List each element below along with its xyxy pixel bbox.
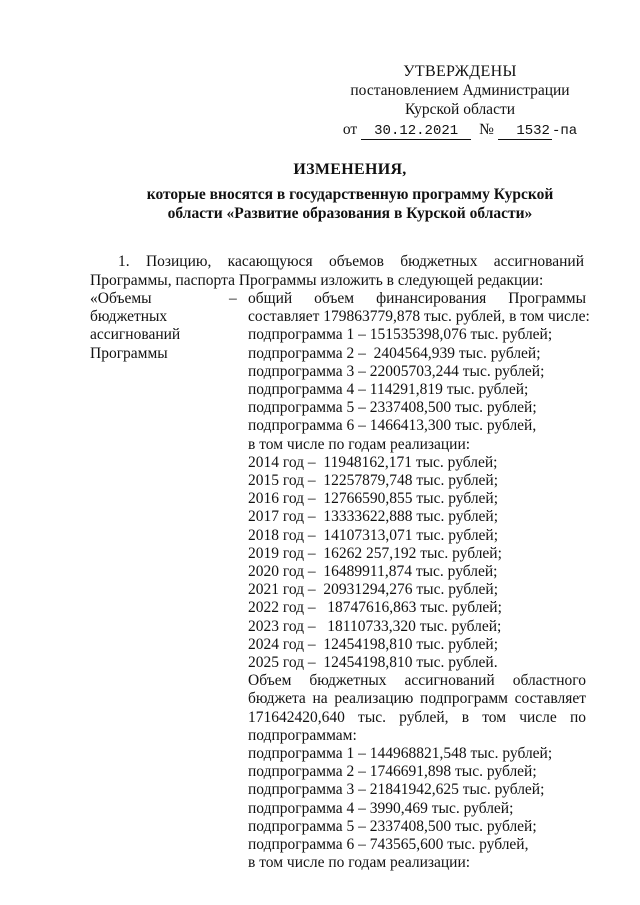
subprogram-regional-line: подпрограмма 3 – 21841942,625 тыс. рублей; [248,781,545,799]
subprogram-total-line: подпрограмма 4 – 114291,819 тыс. рублей; [248,381,529,399]
changes-title: ИЗМЕНЕНИЯ, [293,161,407,178]
total-line-2: составляет 179863779,878 тыс. рублей, в том числе: [248,308,590,326]
subprogram-regional-line: подпрограмма 2 – 1746691,898 тыс. рублей; [248,763,537,781]
position-label-line: «Объемы [90,290,152,307]
approval-date: 30.12.2021 [361,124,471,140]
approval-line-1: постановлением Администрации [350,82,570,99]
intro-paragraph [90,252,584,290]
year-total-line: 2015 год – 12257879,748 тыс. рублей; [248,472,499,490]
subprogram-total-line: подпрограмма 1 – 151535398,076 тыс. рублей; [248,326,553,344]
year-total-line: 2025 год – 12454198,810 тыс. рублей. [248,654,498,672]
subprogram-total-line: подпрограмма 3 – 22005703,244 тыс. рублей; [248,362,545,380]
year-total-line: 2018 год – 14107313,071 тыс. рублей; [248,526,499,544]
year-total-line: 2020 год – 16489911,874 тыс. рублей; [248,563,498,581]
subprogram-regional-line: подпрограмма 5 – 2337408,500 тыс. рублей; [248,817,537,835]
approval-number: 1532 [498,124,552,140]
number-prefix: № [479,121,494,138]
subprogram-total-line: подпрограмма 6 – 1466413,300 тыс. рублей, [248,417,537,435]
position-label-line: бюджетных [90,308,168,326]
approval-line-2: Курской области [404,101,516,118]
subprogram-total-line: подпрограмма 2 – 2404564,939 тыс. рублей; [248,344,541,362]
approval-number-suffix: -па [551,123,578,139]
intro-line-2: Программы, паспорта Программы изложить в следующей редакции: [90,272,544,289]
approval-block [330,62,590,141]
position-label [90,290,225,363]
position-content [248,290,590,873]
year-total-line: 2014 год – 11948162,171 тыс. рублей; [248,453,498,471]
subprogram-regional-line: подпрограмма 4 – 3990,469 тыс. рублей; [248,799,514,817]
year-total-line: 2016 год – 12766590,855 тыс. рублей; [248,490,499,508]
intro-line-1: 1. Позицию, касающуюся объемов бюджетных ассигнований [118,253,584,270]
subprogram-regional-line: подпрограмма 1 – 144968821,548 тыс. рублей; [248,745,553,763]
date-prefix: от [342,121,358,138]
by-years-label-2: в том числе по годам реализации: [248,854,471,872]
changes-line-2: области «Развитие образования в Курской области» [167,205,533,222]
position-dash: – [229,290,237,307]
by-years-label: в том числе по годам реализации: [248,435,471,453]
year-total-line: 2024 год – 12454198,810 тыс. рублей; [248,635,499,653]
changes-heading [90,160,610,223]
year-total-line: 2022 год – 18747616,863 тыс. рублей; [248,599,502,617]
regional-line-1: Объем бюджетных ассигнований областного [248,672,586,690]
position-label-line: ассигнований [90,326,181,344]
approval-date-line [330,120,590,141]
changes-line-1: которые вносятся в государственную программу Курской [146,186,554,203]
position-label-line: Программы [90,344,168,362]
regional-line-2: бюджета на реализацию подпрограмм составляет [248,690,586,708]
regional-line-4: подпрограммам: [248,726,357,744]
regional-line-3: 171642420,640 тыс. рублей, в том числе по [248,708,586,726]
subprogram-total-line: подпрограмма 5 – 2337408,500 тыс. рублей; [248,399,537,417]
year-total-line: 2017 год – 13333622,888 тыс. рублей; [248,508,499,526]
year-total-line: 2023 год – 18110733,320 тыс. рублей; [248,617,502,635]
year-total-line: 2021 год – 20931294,276 тыс. рублей; [248,581,499,599]
year-total-line: 2019 год – 16262 257,192 тыс. рублей; [248,544,502,562]
total-line-1: общий объем финансирования Программы [248,290,586,307]
subprogram-regional-line: подпрограмма 6 – 743565,600 тыс. рублей, [248,836,529,854]
approval-title: УТВЕРЖДЕНЫ [403,63,517,80]
